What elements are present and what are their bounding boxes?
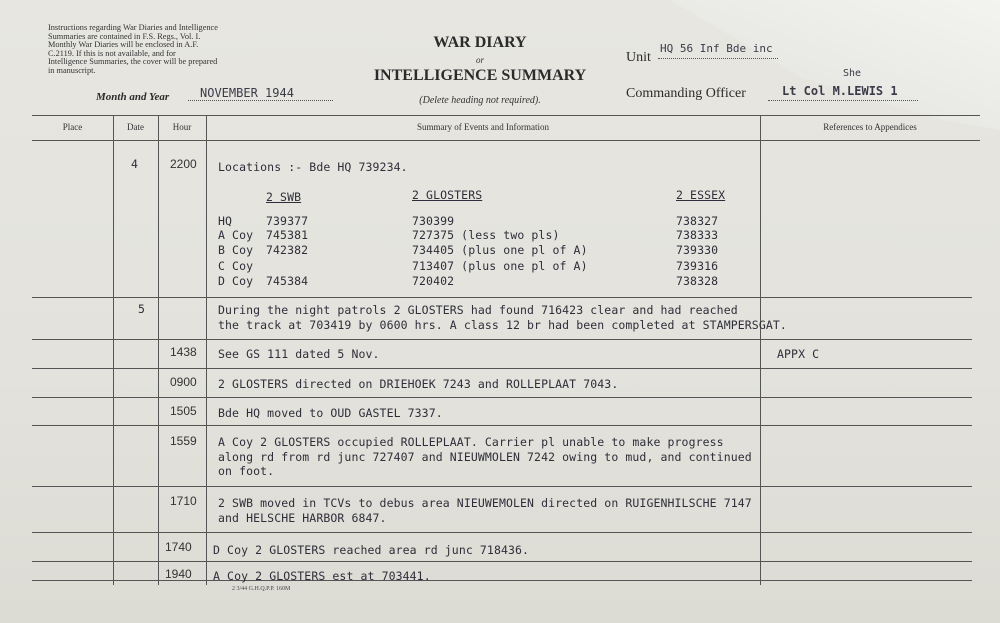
row-rule — [32, 397, 972, 398]
commanding-officer-line — [768, 100, 918, 101]
row-rule — [32, 297, 972, 298]
col-divider-date — [158, 115, 159, 585]
entry-text-line: along rd from rd junc 727407 and NIEUWMOLEN 7242 owing to mud, and continued — [218, 450, 752, 464]
form-print-code: 2 3/44 G.H.Q.P.P. 160M — [232, 586, 291, 592]
title-note: (Delete heading not required). — [419, 95, 541, 106]
locations-unit-2swb: 2 SWB — [266, 190, 302, 204]
row-rule — [32, 486, 972, 487]
col-header-hour: Hour — [172, 122, 192, 132]
entry-text-line: on foot. — [218, 464, 275, 478]
entry-hour: 1438 — [170, 345, 197, 359]
folded-page-corner — [670, 0, 1000, 130]
unit-label: Unit — [626, 50, 651, 65]
locations-unit-2glosters: 2 GLOSTERS — [412, 188, 483, 202]
locations-glosters-ref: 727375 (less two pls) — [412, 228, 560, 242]
col-divider-hour — [206, 115, 207, 585]
entry-text: See GS 111 dated 5 Nov. — [218, 347, 380, 361]
locations-essex-ref: 738333 — [676, 228, 719, 242]
locations-row-label: A Coy — [218, 228, 254, 242]
entry-hour: 1559 — [170, 434, 197, 448]
sheet-label: She — [843, 68, 862, 79]
locations-row-label: B Coy — [218, 243, 254, 257]
row-rule — [32, 425, 972, 426]
entry-hour: 1740 — [165, 540, 192, 554]
locations-swb-ref: 739377 — [266, 214, 309, 228]
locations-essex-ref: 739330 — [676, 243, 719, 257]
entry-hour: 2200 — [170, 157, 197, 171]
instructions-text: Instructions regarding War Diaries and Intelligence Summaries are contained in F.S. Regs., Vol. I. Monthly War Diaries will be enclosed in A.F. C.2119. If this is not available, and for Intelligence Summaries, the cover will be prepared in manuscript. — [48, 23, 218, 75]
entry-text-line: and HELSCHE HARBOR 6847. — [218, 511, 387, 525]
locations-unit-2essex: 2 ESSEX — [676, 188, 726, 202]
locations-row-label: D Coy — [218, 274, 254, 288]
entry-text-line: During the night patrols 2 GLOSTERS had found 716423 clear and had reached — [218, 303, 738, 317]
locations-row-label: HQ — [218, 214, 233, 228]
locations-essex-ref: 738328 — [676, 274, 719, 288]
locations-glosters-ref: 734405 (plus one pl of A) — [412, 243, 588, 257]
col-header-date: Date — [127, 122, 144, 132]
title-war-diary: WAR DIARY — [433, 34, 527, 51]
table-header-rule — [32, 140, 980, 141]
locations-glosters-ref: 730399 — [412, 214, 455, 228]
locations-row-label: C Coy — [218, 259, 254, 273]
table-top-rule — [32, 115, 980, 116]
commanding-officer-label: Commanding Officer — [626, 86, 746, 101]
entry-date: 4 — [131, 157, 139, 171]
entry-text-line: A Coy 2 GLOSTERS occupied ROLLEPLAAT. Carrier pl unable to make progress — [218, 435, 724, 449]
entry-text-line: 2 SWB moved in TCVs to debus area NIEUWEMOLEN directed on RUIGENHILSCHE 7147 — [218, 496, 752, 510]
entry-hour: 0900 — [170, 375, 197, 389]
entry-text: Bde HQ moved to OUD GASTEL 7337. — [218, 406, 443, 420]
locations-swb-ref: 745381 — [266, 228, 309, 242]
title-intelligence-summary: INTELLIGENCE SUMMARY — [373, 67, 587, 84]
entry-text: Locations :- Bde HQ 739234. — [218, 160, 408, 174]
col-divider-summary — [760, 115, 761, 585]
locations-essex-ref: 738327 — [676, 214, 719, 228]
title-or: or — [475, 55, 484, 65]
entry-hour: 1505 — [170, 404, 197, 418]
locations-swb-ref: 742382 — [266, 243, 309, 257]
locations-glosters-ref: 713407 (plus one pl of A) — [412, 259, 588, 273]
locations-essex-ref: 739316 — [676, 259, 719, 273]
row-rule — [32, 339, 972, 340]
entry-date: 5 — [138, 302, 146, 316]
unit-value: HQ 56 Inf Bde inc — [660, 42, 773, 55]
locations-swb-ref: 745384 — [266, 274, 309, 288]
month-year-line — [188, 100, 333, 101]
entry-reference: APPX C — [777, 347, 820, 361]
row-rule — [32, 532, 972, 533]
col-divider-place — [113, 115, 114, 585]
entry-hour: 1710 — [170, 494, 197, 508]
unit-line — [658, 58, 778, 59]
col-header-place: Place — [62, 122, 83, 132]
col-header-references: References to Appendices — [823, 122, 917, 132]
row-rule — [32, 561, 972, 562]
locations-glosters-ref: 720402 — [412, 274, 455, 288]
month-year-label: Month and Year — [96, 91, 170, 103]
row-rule — [32, 368, 972, 369]
entry-text: D Coy 2 GLOSTERS reached area rd junc 718436. — [213, 543, 530, 557]
entry-hour: 1940 — [165, 567, 192, 581]
entry-text-line: the track at 703419 by 0600 hrs. A class 12 br had been completed at STAMPERSGAT. — [218, 318, 787, 332]
entry-text: A Coy 2 GLOSTERS est at 703441. — [213, 569, 431, 583]
entry-text: 2 GLOSTERS directed on DRIEHOEK 7243 and ROLLEPLAAT 7043. — [218, 377, 619, 391]
month-year-value: NOVEMBER 1944 — [200, 86, 294, 100]
commanding-officer-value: Lt Col M.LEWIS 1 — [782, 84, 898, 98]
col-header-summary: Summary of Events and Information — [417, 122, 549, 132]
